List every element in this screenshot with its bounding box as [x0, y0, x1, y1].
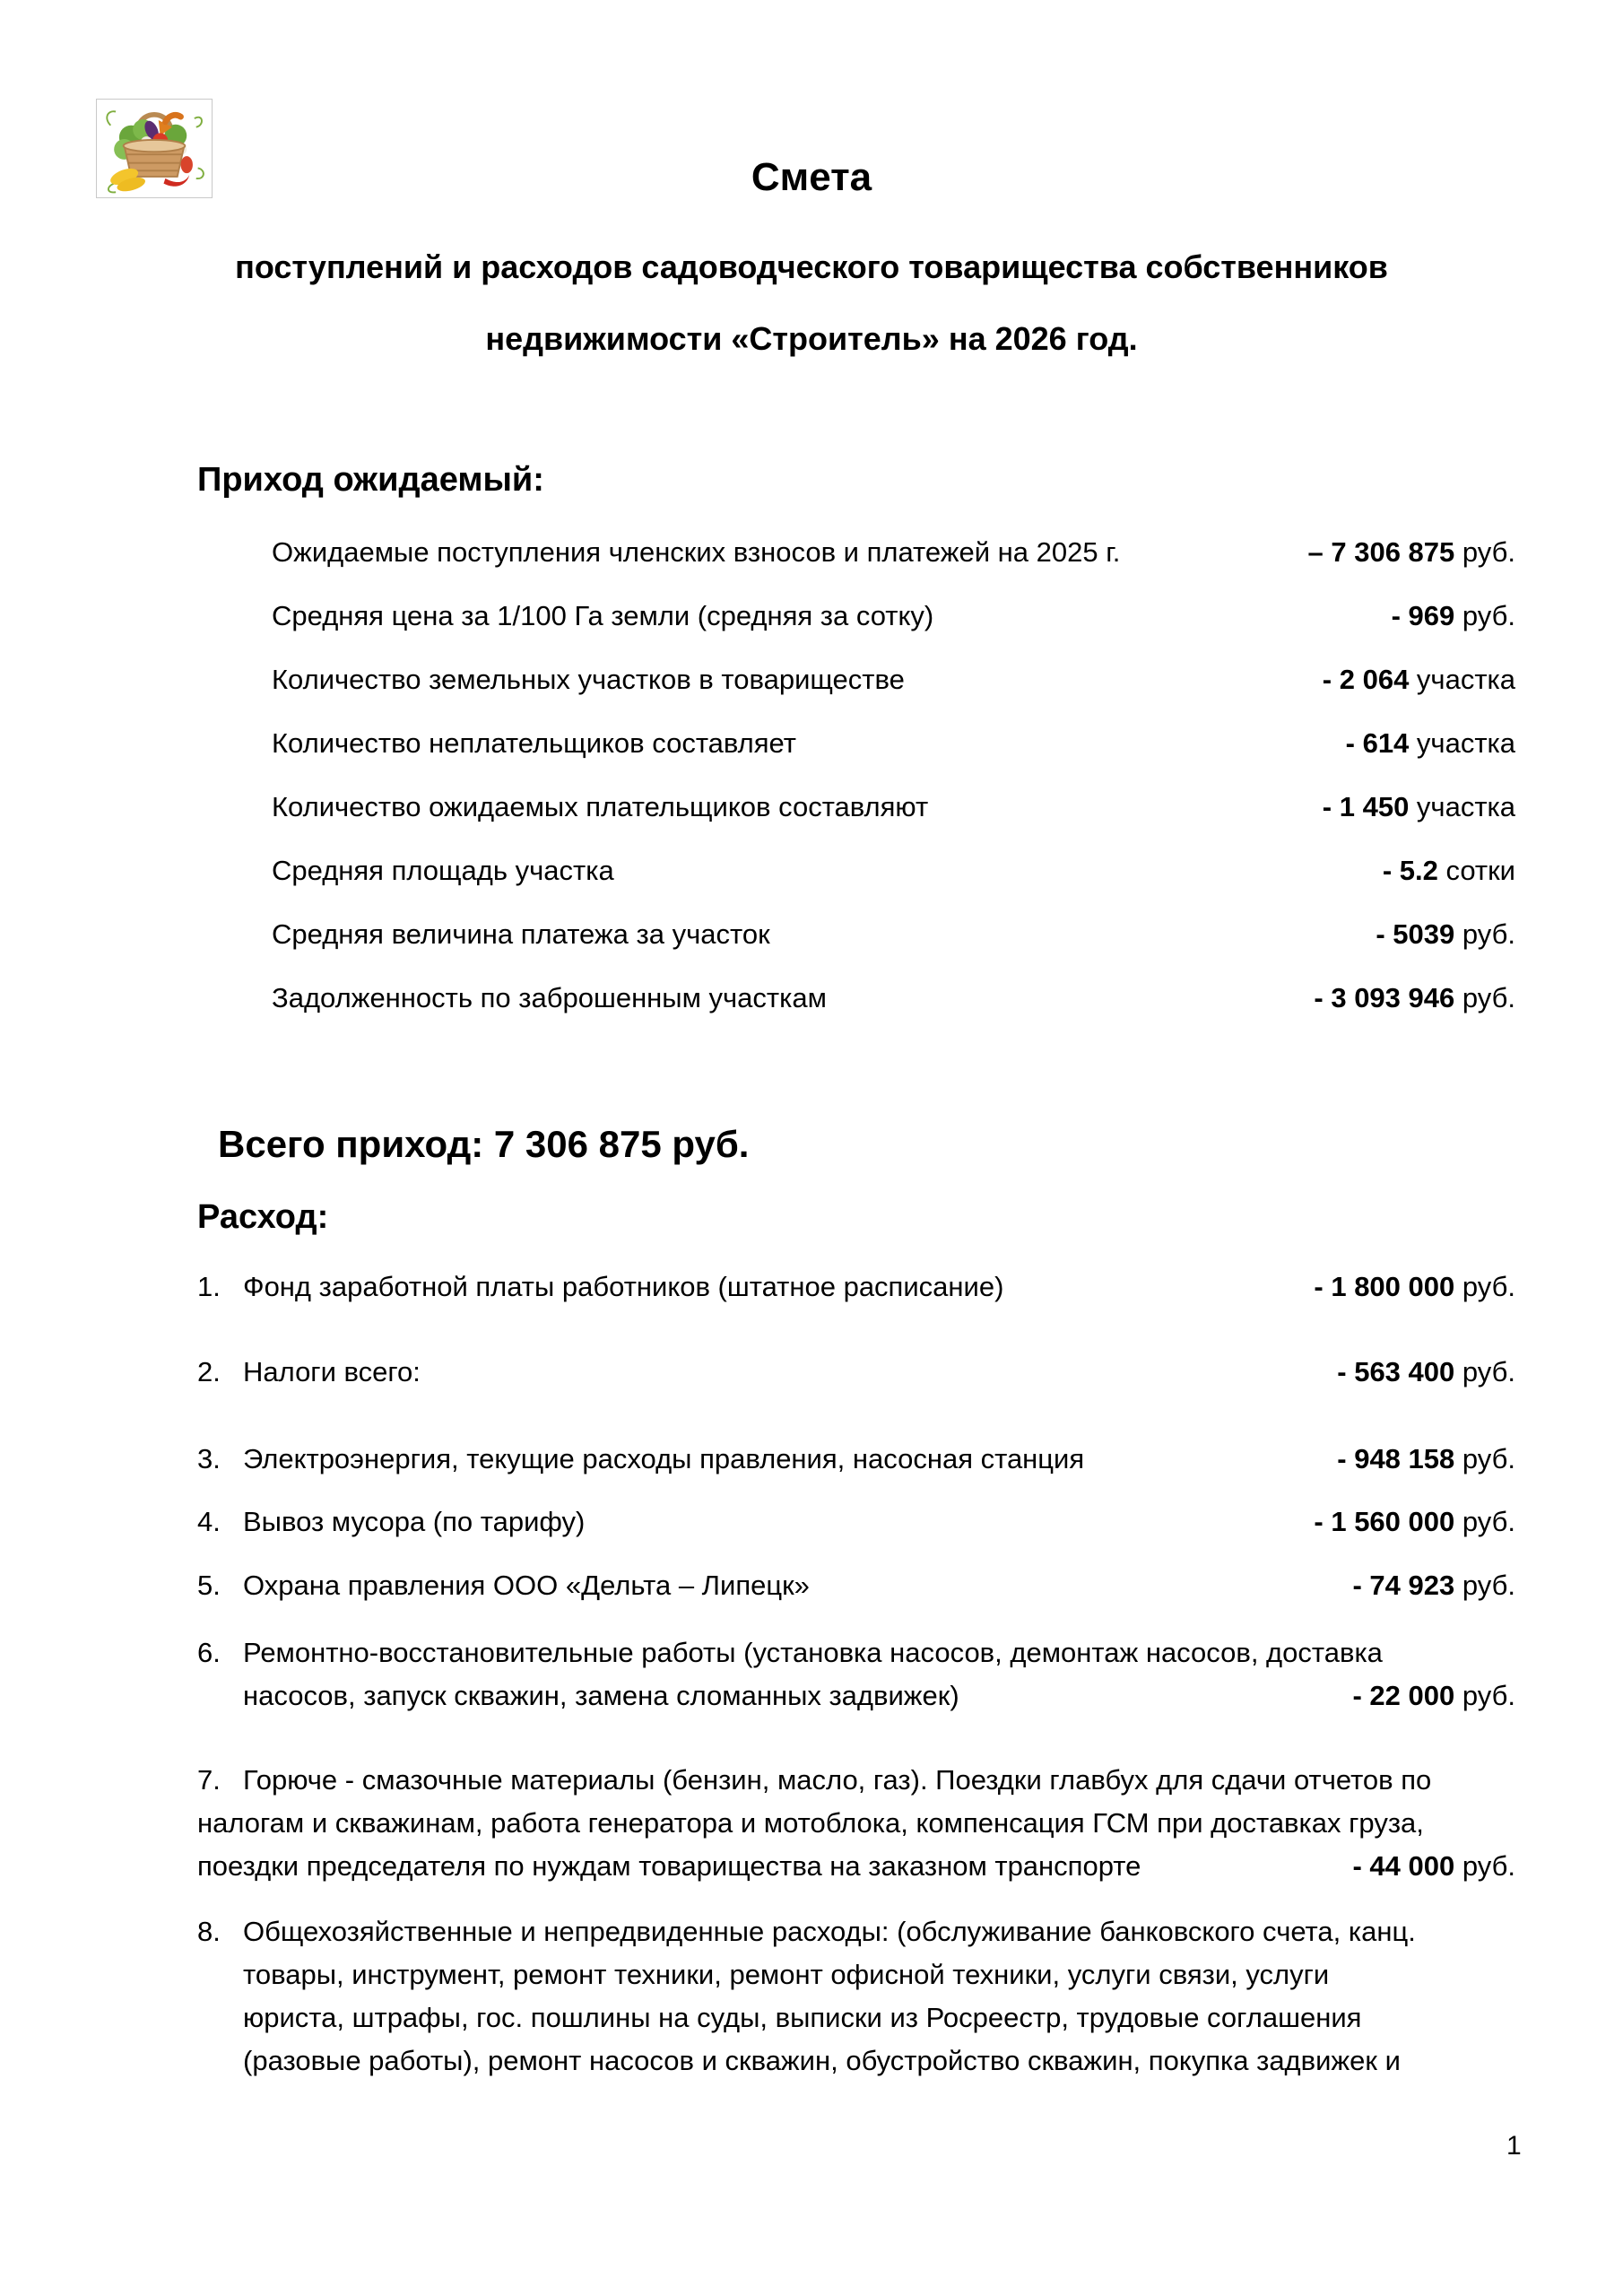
- income-label: Количество земельных участков в товариществе: [272, 664, 905, 695]
- expense-section-heading: Расход:: [197, 1198, 329, 1236]
- income-value: [1346, 728, 1515, 759]
- income-row: [272, 537, 1515, 568]
- expense-amount: - 1 800 000: [1314, 1271, 1455, 1302]
- income-unit: участка: [1409, 727, 1515, 759]
- expense-amount: - 74 923: [1352, 1570, 1455, 1601]
- income-value: [1323, 665, 1515, 695]
- expense-label-continued: насосов, запуск скважин, замена сломанных задвижек): [243, 1680, 959, 1711]
- income-value: [1323, 792, 1515, 822]
- income-value: [1376, 919, 1515, 950]
- income-row: [272, 601, 1515, 631]
- expense-unit: руб.: [1454, 1680, 1515, 1711]
- expense-label: Налоги всего:: [243, 1356, 421, 1387]
- expense-value: [1314, 1500, 1515, 1544]
- expense-value: [1337, 1351, 1515, 1394]
- income-section-heading: Приход ожидаемый:: [197, 461, 544, 499]
- income-amount: - 614: [1345, 727, 1410, 759]
- expense-unit: руб.: [1454, 1443, 1515, 1474]
- expense-item-2: [197, 1351, 1515, 1394]
- income-row: [272, 792, 1515, 822]
- expense-number: 2.: [197, 1356, 221, 1387]
- income-label: Количество ожидаемых плательщиков составляют: [272, 791, 929, 822]
- page-subtitle-line1: поступлений и расходов садоводческого товарищества собственников: [235, 248, 1388, 285]
- income-amount: - 969: [1391, 600, 1455, 631]
- income-value: [1314, 983, 1515, 1013]
- expense-list: [197, 1265, 1515, 2083]
- expense-value: [1314, 1265, 1515, 1309]
- expense-item-6: [197, 1631, 1515, 1718]
- income-unit: сотки: [1437, 855, 1515, 886]
- expense-number: 6.: [197, 1637, 221, 1668]
- expense-unit: руб.: [1454, 1506, 1515, 1537]
- expense-value: [1353, 1845, 1516, 1888]
- expense-amount: - 948 158: [1337, 1443, 1455, 1474]
- income-label: Количество неплательщиков составляет: [272, 727, 796, 759]
- expense-label: Общехозяйственные и непредвиденные расходы: (обслуживание банковского счета, канц.: [243, 1916, 1416, 1947]
- income-unit: участка: [1409, 791, 1515, 822]
- expense-amount: - 1 560 000: [1314, 1506, 1455, 1537]
- income-amount: - 3 093 946: [1314, 982, 1455, 1013]
- expense-label-continued: юриста, штрафы, гос. пошлины на суды, выписки из Росреестр, трудовые соглашения: [243, 2002, 1362, 2033]
- income-amount: - 2 064: [1322, 664, 1410, 695]
- income-unit: участка: [1409, 664, 1515, 695]
- expense-label: Вывоз мусора (по тарифу): [243, 1506, 586, 1537]
- expense-label-continued: налогам и скважинам, работа генератора и мотоблока, компенсация ГСМ при доставках груза,: [197, 1807, 1424, 1839]
- income-label: Средняя цена за 1/100 Га земли (средняя за сотку): [272, 600, 934, 631]
- income-row: [272, 983, 1515, 1013]
- income-value: [1308, 537, 1516, 568]
- expense-amount: - 563 400: [1337, 1356, 1455, 1387]
- expense-label: Горюче - смазочные материалы (бензин, масло, газ). Поездки главбух для сдачи отчетов по: [243, 1764, 1432, 1796]
- income-row: [272, 856, 1515, 886]
- income-row: [272, 919, 1515, 950]
- income-label: Ожидаемые поступления членских взносов и платежей на 2025 г.: [272, 536, 1121, 568]
- expense-label: Фонд заработной платы работников (штатное расписание): [243, 1271, 1004, 1302]
- expense-unit: руб.: [1454, 1356, 1515, 1387]
- expense-item-3: [197, 1438, 1515, 1481]
- expense-number: 1.: [197, 1271, 221, 1302]
- expense-value: [1353, 1564, 1516, 1607]
- income-label: Задолженность по заброшенным участкам: [272, 982, 827, 1013]
- expense-label-continued: (разовые работы), ремонт насосов и скважин, обустройство скважин, покупка задвижек и: [243, 2045, 1401, 2076]
- expense-number: 5.: [197, 1570, 221, 1601]
- income-amount: – 7 306 875: [1307, 536, 1455, 568]
- expense-number: 8.: [197, 1916, 221, 1947]
- income-label: Средняя площадь участка: [272, 855, 614, 886]
- page-number: 1: [1506, 2131, 1522, 2161]
- income-row: [272, 665, 1515, 695]
- expense-unit: руб.: [1454, 1271, 1515, 1302]
- expense-amount: - 22 000: [1352, 1680, 1455, 1711]
- expense-label: Ремонтно-восстановительные работы (установка насосов, демонтаж насосов, доставка: [243, 1637, 1383, 1668]
- income-value: [1392, 601, 1515, 631]
- income-unit: руб.: [1454, 536, 1515, 568]
- expense-item-5: [197, 1564, 1515, 1607]
- expense-unit: руб.: [1454, 1570, 1515, 1601]
- expense-label: Электроэнергия, текущие расходы правления, насосная станция: [243, 1443, 1085, 1474]
- income-total: Всего приход: 7 306 875 руб.: [218, 1123, 750, 1165]
- expense-item-1: [197, 1265, 1515, 1309]
- expense-unit: руб.: [1454, 1850, 1515, 1882]
- income-list: [272, 537, 1515, 1047]
- page-subtitle-line2: недвижимости «Строитель» на 2026 год.: [485, 320, 1138, 357]
- income-unit: руб.: [1454, 918, 1515, 950]
- expense-number: 7.: [197, 1764, 221, 1796]
- income-amount: - 1 450: [1322, 791, 1410, 822]
- expense-item-7: [197, 1759, 1515, 1888]
- income-amount: - 5039: [1376, 918, 1455, 950]
- expense-value: [1353, 1674, 1516, 1718]
- expense-value: [1337, 1438, 1515, 1481]
- expense-item-4: [197, 1500, 1515, 1544]
- expense-label: Охрана правления ООО «Дельта – Липецк»: [243, 1570, 810, 1601]
- expense-label-continued: товары, инструмент, ремонт техники, ремонт офисной техники, услуги связи, услуги: [243, 1959, 1330, 1990]
- expense-amount: - 44 000: [1352, 1850, 1455, 1882]
- expense-item-8: [197, 1910, 1515, 2083]
- income-value: [1383, 856, 1515, 886]
- income-unit: руб.: [1454, 600, 1515, 631]
- expense-label-continued: поездки председателя по нуждам товарищества на заказном транспорте: [197, 1850, 1141, 1882]
- expense-number: 4.: [197, 1506, 221, 1537]
- income-unit: руб.: [1454, 982, 1515, 1013]
- page-title: Смета: [751, 155, 872, 199]
- income-amount: - 5.2: [1382, 855, 1438, 886]
- income-row: [272, 728, 1515, 759]
- expense-number: 3.: [197, 1443, 221, 1474]
- income-label: Средняя величина платежа за участок: [272, 918, 770, 950]
